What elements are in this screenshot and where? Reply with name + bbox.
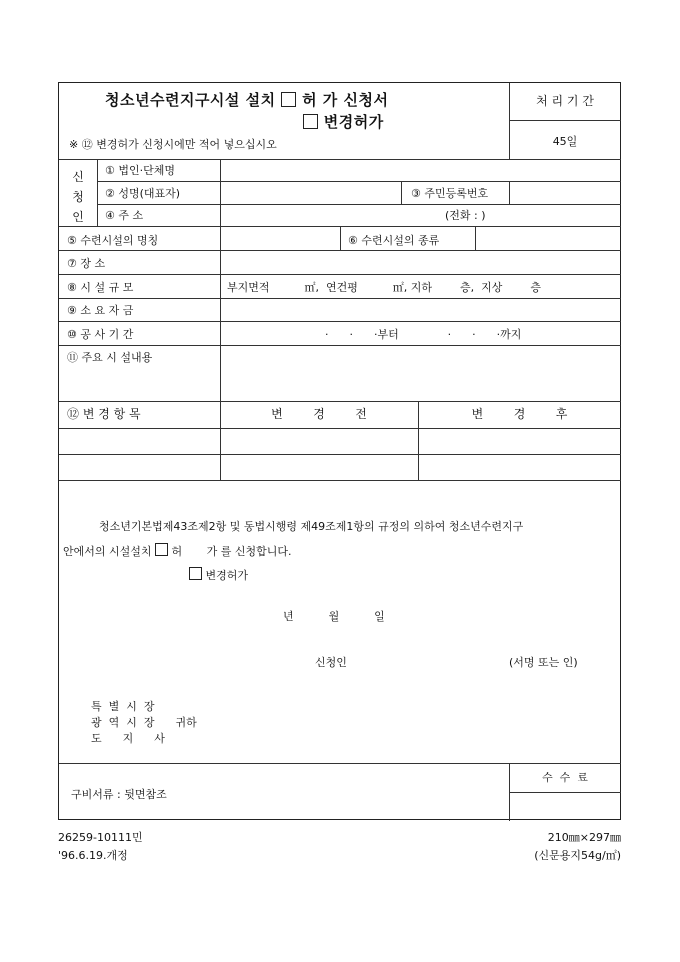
representative-name-label: ② 성명(대표자) [105, 187, 181, 200]
facility-scale-value: 부지면적 ㎡, 연건평 ㎡, 지하 층, 지상 층 [227, 281, 541, 294]
applicant-section-label: 신 청 인 [72, 170, 84, 224]
form-title-change: 변경허가 [303, 113, 384, 131]
statement-line-2: 안에서의 시설설치 허 가 를 신청합니다. [63, 545, 292, 558]
statement-line-1: 청소년기본법제43조제2항 및 동법시행령 제49조제1항의 규정의 의하여 청소년수련지구 [99, 520, 524, 533]
location-label: ⑦ 장 소 [67, 257, 106, 270]
recipient-special-city: 특 별 시 장 [91, 700, 155, 713]
statement-line-3: 변경허가 [189, 567, 248, 582]
recipient-metro-city: 광 역 시 장 귀하 [91, 716, 197, 729]
form-code: 26259-10111민 [58, 831, 143, 844]
main-facility-content-label: ⑪ 주요 시 설내용 [67, 351, 153, 364]
applicant-label: 신청인 [315, 656, 347, 669]
construction-period-value: · · ·부터 · · ·까지 [325, 328, 522, 341]
required-funds-label: ⑨ 소 요 자 금 [67, 304, 134, 317]
permit-statement-checkbox[interactable] [155, 543, 168, 556]
construction-period-label: ⑩ 공 사 기 간 [67, 328, 134, 341]
after-change-label: 변 경 후 [471, 407, 568, 421]
application-date: 년 월 일 [283, 610, 385, 623]
corp-name-label: ① 법인·단체명 [105, 164, 175, 177]
paper-type: (신문용지54g/㎡) [534, 849, 621, 862]
processing-period-value: 45일 [552, 135, 578, 148]
permit-checkbox[interactable] [281, 92, 296, 107]
facility-name-label: ⑤ 수련시설의 명칭 [67, 234, 159, 247]
phone-label: (전화 : ) [445, 209, 486, 222]
signature-label: (서명 또는 인) [509, 656, 578, 669]
change-permit-statement-checkbox[interactable] [189, 567, 202, 580]
processing-period-label: 처 리 기 간 [536, 94, 594, 108]
resident-number-label: ③ 주민등록번호 [411, 187, 489, 200]
required-documents: 구비서류 : 뒷면참조 [71, 788, 167, 801]
facility-scale-label: ⑧ 시 설 규 모 [67, 281, 134, 294]
change-permit-checkbox[interactable] [303, 114, 318, 129]
recipient-province: 도 지 사 [91, 732, 165, 745]
fee-label: 수 수 료 [542, 771, 588, 784]
address-label: ④ 주 소 [105, 209, 144, 222]
paper-size: 210㎜×297㎜ [547, 831, 621, 844]
form-title: 청소년수련지구시설 설치 허 가 신청서 [105, 91, 389, 109]
before-change-label: 변 경 전 [271, 407, 367, 421]
change-item-label: ⑫ 변 경 항 목 [67, 407, 141, 421]
revision-date: '96.6.19.개정 [58, 849, 128, 862]
application-form [58, 82, 621, 820]
header-note: ※ ⑫ 변경허가 신청시에만 적어 넣으십시오 [69, 138, 277, 151]
facility-type-label: ⑥ 수련시설의 종류 [348, 234, 440, 247]
